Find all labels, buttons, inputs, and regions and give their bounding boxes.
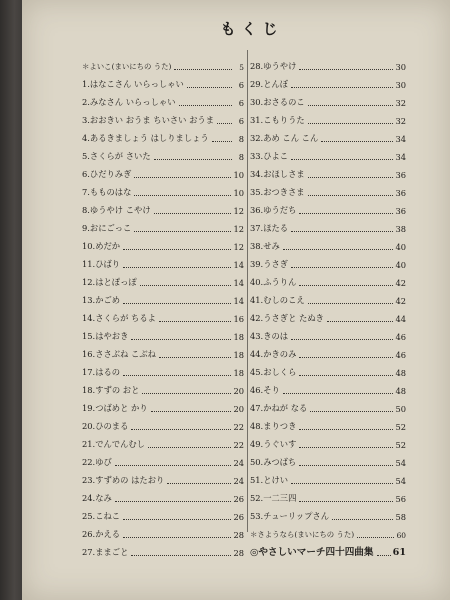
toc-entry — [250, 522, 406, 540]
toc-entry-title: 9.おにごっこ — [82, 223, 132, 233]
toc-left-column — [82, 54, 244, 558]
toc-entry — [250, 126, 406, 144]
dot-leader — [299, 284, 393, 286]
dot-leader — [123, 248, 231, 250]
toc-entry-title: 30.おさるのこ — [250, 97, 305, 107]
toc-entry-page: 6 — [238, 116, 244, 126]
toc-entry-title: 1.はなこさん いらっしゃい — [82, 79, 184, 89]
dot-leader — [154, 158, 232, 160]
dot-leader — [134, 230, 231, 232]
dot-leader — [123, 374, 231, 376]
dot-leader — [131, 428, 231, 430]
dot-leader — [167, 482, 231, 484]
toc-entry-page: 24 — [233, 458, 244, 468]
page-title: もくじ — [220, 20, 284, 38]
toc-entry — [250, 414, 406, 432]
toc-entry-page: 22 — [233, 422, 244, 432]
toc-entry — [250, 72, 406, 90]
toc-entry — [82, 324, 244, 342]
toc-entry-page: 42 — [395, 278, 406, 288]
dot-leader — [115, 464, 232, 466]
dot-leader — [299, 428, 393, 430]
page — [22, 0, 450, 600]
toc-entry-page: 38 — [395, 224, 406, 234]
toc-entry-title: 43.きのは — [250, 331, 289, 341]
toc-entry — [82, 396, 244, 414]
toc-entry-page: 58 — [395, 512, 406, 522]
dot-leader — [123, 302, 231, 304]
toc-entry-page: 8 — [238, 134, 244, 144]
toc-entry-page: 30 — [395, 80, 406, 90]
toc-entry-title: 49.うぐいす — [250, 439, 297, 449]
toc-entry-title: 7.もものはな — [82, 187, 132, 197]
dot-leader — [115, 500, 232, 502]
dot-leader — [299, 374, 393, 376]
dot-leader — [291, 86, 393, 88]
toc-entry-title: 46.そり — [250, 385, 280, 395]
toc-entry-page: 36 — [395, 170, 406, 180]
toc-entry-page: 44 — [395, 314, 406, 324]
toc-entry — [250, 288, 406, 306]
toc-entry-title: 51.とけい — [250, 475, 289, 485]
toc-entry-title: 28.ゆうやけ — [250, 61, 297, 71]
dot-leader — [154, 212, 232, 214]
toc-entry-page: 28 — [233, 530, 244, 540]
toc-entry-title: 3.おおきい おうま ちいさい おうま — [82, 115, 214, 125]
toc-entry — [250, 108, 406, 126]
toc-entry-title: 23.すずめの はたおり — [82, 475, 165, 485]
dot-leader — [151, 410, 232, 412]
toc-entry — [250, 252, 406, 270]
toc-entry-title: ＊さようなら(まいにちの うた) — [250, 530, 355, 539]
toc-entry — [250, 360, 406, 378]
toc-entry-title: 35.おつきさま — [250, 187, 305, 197]
toc-entry — [250, 540, 406, 558]
toc-entry-page: 14 — [233, 296, 244, 306]
toc-entry-title: 52.一二三四 — [250, 493, 297, 503]
toc-entry-page: 34 — [395, 152, 406, 162]
toc-entry-title: 21.でんでんむし — [82, 439, 145, 449]
toc-entry — [250, 342, 406, 360]
dot-leader — [291, 158, 393, 160]
dot-leader — [321, 140, 393, 142]
toc-entry-page: 40 — [395, 242, 406, 252]
dot-leader — [131, 338, 231, 340]
dot-leader — [308, 104, 394, 106]
dot-leader — [283, 248, 394, 250]
toc-entry — [250, 234, 406, 252]
toc-entry — [250, 306, 406, 324]
dot-leader — [299, 446, 393, 448]
toc-entry — [250, 432, 406, 450]
toc-entry-page: 60 — [396, 531, 406, 540]
toc-entry — [82, 144, 244, 162]
toc-entry-page: 32 — [395, 98, 406, 108]
toc-entry — [250, 270, 406, 288]
toc-entry — [82, 234, 244, 252]
toc-entry-title: 11.ひばり — [82, 259, 121, 269]
toc-entry-page: 18 — [233, 350, 244, 360]
toc-entry-page: 28 — [233, 548, 244, 558]
dot-leader — [217, 122, 232, 124]
dot-leader — [357, 536, 394, 538]
toc-entry-page: 22 — [233, 440, 244, 450]
dot-leader — [159, 356, 232, 358]
toc-entry — [82, 288, 244, 306]
toc-entry — [82, 378, 244, 396]
dot-leader — [179, 104, 232, 106]
dot-leader — [212, 140, 232, 142]
dot-leader — [131, 554, 231, 556]
toc-entry — [82, 486, 244, 504]
toc-entry — [250, 324, 406, 342]
toc-entry-title: 15.はやおき — [82, 331, 129, 341]
toc-entry-page: 40 — [395, 260, 406, 270]
toc-entry — [82, 450, 244, 468]
toc-entry-title: 37.ほたる — [250, 223, 289, 233]
toc-entry-page: 24 — [233, 476, 244, 486]
toc-entry — [82, 306, 244, 324]
toc-entry-title: 25.こねこ — [82, 511, 121, 521]
dot-leader — [308, 122, 394, 124]
toc-entry-title: 29.とんぼ — [250, 79, 289, 89]
toc-entry-page: 50 — [395, 404, 406, 414]
toc-entry-page: 48 — [395, 386, 406, 396]
dot-leader — [148, 446, 231, 448]
toc-entry-title: 53.チューリップさん — [250, 511, 329, 521]
toc-entry-page: 46 — [395, 332, 406, 342]
toc-entry-page: 12 — [233, 206, 244, 216]
toc-entry-title: 14.さくらが ちるよ — [82, 313, 156, 323]
dot-leader — [310, 410, 393, 412]
toc-entry-page: 10 — [233, 170, 244, 180]
toc-entry-title: ＊よいこ(まいにちの うた) — [82, 62, 172, 71]
toc-entry-title: 10.めだか — [82, 241, 121, 251]
dot-leader — [159, 320, 232, 322]
toc-entry-title: 4.あるきましょう はしりましょう — [82, 133, 209, 143]
toc-entry-page: 52 — [395, 440, 406, 450]
toc-entry-title: 38.せみ — [250, 241, 280, 251]
toc-entry-title: 6.ひだりみぎ — [82, 169, 132, 179]
dot-leader — [291, 338, 393, 340]
dot-leader — [140, 284, 232, 286]
toc-entry-title: 45.おしくら — [250, 367, 297, 377]
toc-entry — [82, 198, 244, 216]
dot-leader — [291, 230, 393, 232]
toc-entry-title: 42.うさぎと たぬき — [250, 313, 324, 323]
toc-entry-page: 48 — [395, 368, 406, 378]
dot-leader — [123, 536, 231, 538]
toc-entry — [250, 54, 406, 72]
toc-entry-page: 32 — [395, 116, 406, 126]
dot-leader — [308, 176, 394, 178]
toc-entry-title: 19.つばめと かり — [82, 403, 148, 413]
toc-entry — [82, 414, 244, 432]
toc-right-column — [250, 54, 406, 558]
toc-entry — [250, 216, 406, 234]
toc-entry-page: 61 — [392, 547, 406, 558]
toc-entry-title: 31.こもりうた — [250, 115, 305, 125]
dot-leader — [332, 518, 393, 520]
toc-entry-title: 32.あめ こん こん — [250, 133, 319, 143]
toc-entry-page: 42 — [395, 296, 406, 306]
toc-entry — [82, 108, 244, 126]
toc-entry-page: 56 — [395, 494, 406, 504]
dot-leader — [299, 356, 393, 358]
toc-entry-title: 47.かねが なる — [250, 403, 308, 413]
toc-entry-title: 48.まりつき — [250, 421, 297, 431]
toc-entry-title: 36.ゆうだち — [250, 205, 297, 215]
toc-entry-page: 54 — [395, 476, 406, 486]
toc-entry-page: 6 — [238, 80, 244, 90]
toc-entry — [82, 162, 244, 180]
toc-entry-title: 12.はとぽっぽ — [82, 277, 137, 287]
toc-entry-title: 50.みつばち — [250, 457, 297, 467]
dot-leader — [291, 266, 393, 268]
toc-entry — [82, 54, 244, 72]
toc-entry-title: 18.すずの おと — [82, 385, 140, 395]
toc-entry — [82, 432, 244, 450]
toc-entry-title: 27.ままごと — [82, 547, 129, 557]
toc-entry-page: 46 — [395, 350, 406, 360]
toc-entry-page: 8 — [238, 152, 244, 162]
toc-entry-page: 14 — [233, 260, 244, 270]
toc-entry-page: 20 — [233, 386, 244, 396]
toc-entry — [250, 504, 406, 522]
toc-entry — [250, 180, 406, 198]
toc-entry-page: 36 — [395, 206, 406, 216]
toc-entry-page: 14 — [233, 278, 244, 288]
toc-entry-page: 30 — [395, 62, 406, 72]
toc-entry — [82, 522, 244, 540]
toc-entry — [250, 378, 406, 396]
dot-leader — [142, 392, 231, 394]
dot-leader — [283, 392, 394, 394]
toc-entry-title: 5.さくらが さいた — [82, 151, 151, 161]
toc-entry-page: 18 — [233, 368, 244, 378]
toc-entry — [250, 486, 406, 504]
toc-entry — [250, 90, 406, 108]
toc-entry-title: 2.みなさん いらっしゃい — [82, 97, 176, 107]
toc-entry — [82, 90, 244, 108]
toc-entry-page: 6 — [238, 98, 244, 108]
toc-entry-title: 44.かきのみ — [250, 349, 297, 359]
dot-leader — [187, 86, 232, 88]
column-divider — [247, 50, 248, 532]
toc-entry — [82, 504, 244, 522]
toc-entry-page: 12 — [233, 242, 244, 252]
toc-entry — [250, 144, 406, 162]
toc-entry-title: 39.うさぎ — [250, 259, 289, 269]
dot-leader — [123, 518, 231, 520]
dot-leader — [291, 482, 393, 484]
toc-entry — [250, 162, 406, 180]
toc-entry-title: 20.ひのまる — [82, 421, 129, 431]
toc-entry — [250, 450, 406, 468]
dot-leader — [134, 176, 231, 178]
toc-entry — [82, 468, 244, 486]
toc-entry — [82, 72, 244, 90]
toc-entry-page: 16 — [233, 314, 244, 324]
toc-entry-title: 22.ゆび — [82, 457, 112, 467]
toc-entry — [250, 396, 406, 414]
toc-entry — [250, 468, 406, 486]
dot-leader — [174, 68, 232, 70]
toc-entry-page: 52 — [395, 422, 406, 432]
toc-entry — [82, 360, 244, 378]
toc-entry-page: 26 — [233, 494, 244, 504]
toc-entry-title: 13.かごめ — [82, 295, 121, 305]
toc-entry — [82, 270, 244, 288]
toc-entry-page: 5 — [239, 63, 244, 72]
dot-leader — [123, 266, 231, 268]
toc-entry-title: ◎やさしいマーチ四十四曲集 — [250, 547, 374, 558]
toc-entry-title: 8.ゆうやけ こやけ — [82, 205, 151, 215]
toc-entry-title: 16.ささぶね こぶね — [82, 349, 156, 359]
dot-leader — [377, 554, 391, 556]
toc-entry-page: 20 — [233, 404, 244, 414]
toc-entry-page: 36 — [395, 188, 406, 198]
dot-leader — [299, 212, 393, 214]
toc-entry-page: 26 — [233, 512, 244, 522]
toc-entry-page: 18 — [233, 332, 244, 342]
toc-entry-title: 40.ふうりん — [250, 277, 297, 287]
dot-leader — [299, 68, 393, 70]
dot-leader — [308, 302, 394, 304]
dot-leader — [134, 194, 231, 196]
toc-entry-title: 24.なみ — [82, 493, 112, 503]
toc-entry-title: 34.おほしさま — [250, 169, 305, 179]
toc-entry — [82, 540, 244, 558]
toc-entry — [250, 198, 406, 216]
toc-entry-page: 10 — [233, 188, 244, 198]
dot-leader — [327, 320, 394, 322]
toc-entry-title: 17.はるの — [82, 367, 121, 377]
dot-leader — [299, 464, 393, 466]
toc-entry-page: 34 — [395, 134, 406, 144]
toc-entry-title: 41.むしのこえ — [250, 295, 305, 305]
dot-leader — [308, 194, 394, 196]
toc-entry-title: 26.かえる — [82, 529, 121, 539]
toc-entry-page: 12 — [233, 224, 244, 234]
toc-entry — [82, 180, 244, 198]
dot-leader — [299, 500, 393, 502]
toc-entry — [82, 126, 244, 144]
toc-entry — [82, 216, 244, 234]
toc-entry-title: 33.ひよこ — [250, 151, 289, 161]
toc-entry — [82, 252, 244, 270]
toc-entry-page: 54 — [395, 458, 406, 468]
toc-entry — [82, 342, 244, 360]
